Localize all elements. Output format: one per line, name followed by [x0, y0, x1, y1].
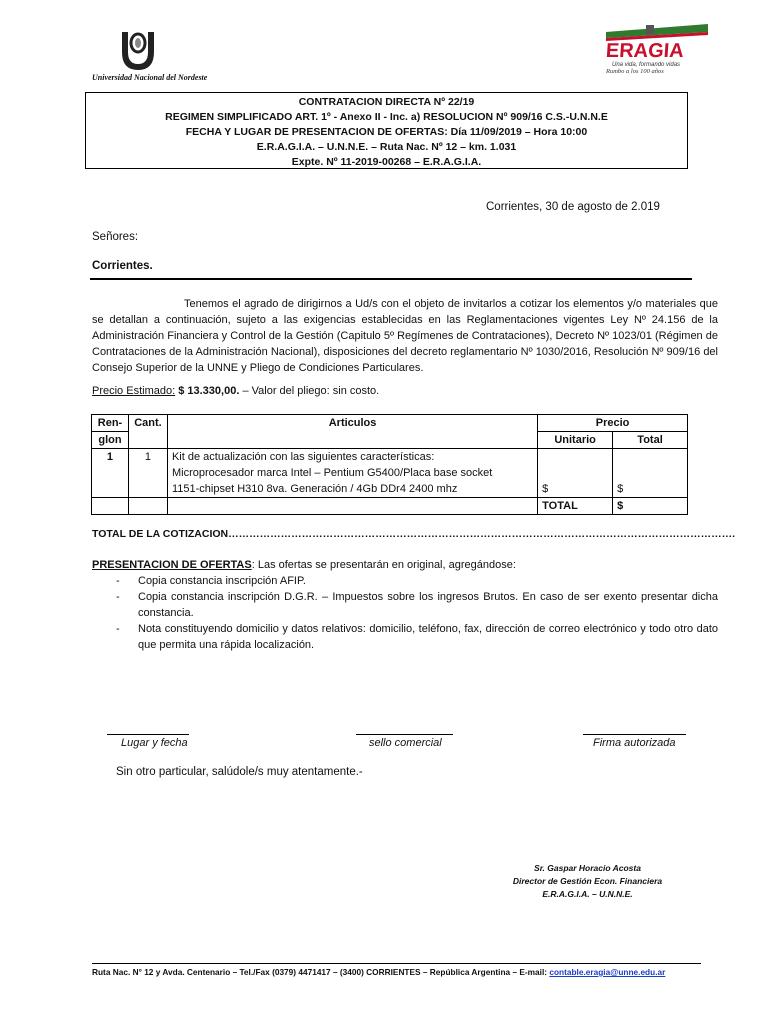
total-value: $ [613, 498, 688, 515]
total-empty-3 [167, 498, 537, 515]
recipient-city: Corrientes. [92, 260, 153, 272]
precio-amount: $ 13.330,00. [178, 385, 240, 397]
contratacion-title-box [85, 92, 688, 169]
footer-divider [92, 963, 701, 964]
row-description [167, 449, 537, 498]
eragia-tagline2: Rumbo a los 100 años [606, 68, 664, 74]
salutation: Señores: [92, 231, 139, 243]
label-lugar-fecha: Lugar y fecha [121, 737, 188, 749]
presentacion-intro: : Las ofertas se presentarán en original, agregándose: [251, 559, 516, 571]
university-name: Universidad Nacional del Nordeste [92, 73, 208, 82]
signature-line-firma [583, 734, 686, 735]
row-renglon: 1 [92, 449, 129, 498]
label-sello: sello comercial [369, 737, 442, 749]
total-label: TOTAL [538, 498, 613, 515]
row-total: $ [613, 449, 688, 498]
header-renglon: Ren- [92, 415, 129, 432]
table-total-row [92, 498, 688, 515]
footer [92, 967, 665, 977]
list-item: - Copia constancia inscripción AFIP. [116, 575, 306, 587]
title-line-2: REGIMEN SIMPLIFICADO ART. 1º - Anexo II - Inc. a) RESOLUCION Nº 909/16 C.S.-U.N.N.E [165, 111, 608, 123]
total-cotizacion: TOTAL DE LA COTIZACION………………………………………………………………………………………………………………………………. [92, 528, 736, 540]
unne-logo [118, 30, 158, 70]
footer-text: Ruta Nac. N° 12 y Avda. Centenario – Tel./Fax (0379) 4471417 – (3400) CORRIENTES – República Argentina – E-mail: [92, 967, 550, 977]
signer-name: Sr. Gaspar Horacio Acosta [534, 863, 641, 873]
header-total: Total [613, 432, 688, 449]
table-row [92, 449, 688, 498]
header-renglon-2: glon [92, 432, 129, 449]
closing-text: Sin otro particular, salúdole/s muy atentamente.- [116, 766, 363, 778]
eragia-tagline: Una vida, formando vidas [612, 62, 681, 68]
row-desc-line-2: Microprocesador marca Intel – Pentium G5400/Placa base socket [171, 467, 493, 479]
title-line-5: Expte. Nº 11-2019-00268 – E.R.A.G.I.A. [291, 156, 482, 168]
footer-email-link[interactable]: contable.eragia@unne.edu.ar [549, 967, 666, 977]
items-table [91, 414, 688, 515]
document-date: Corrientes, 30 de agosto de 2.019 [486, 201, 660, 213]
intro-paragraph [92, 296, 718, 376]
precio-label: Precio Estimado: [92, 385, 176, 397]
row-cant: 1 [128, 449, 167, 498]
title-line-1: CONTRATACION DIRECTA Nº 22/19 [298, 96, 475, 108]
signature-line-lugar [107, 734, 189, 735]
row-desc-line-3: 1151-chipset H310 8va. Generación / 4Gb DDr4 2400 mhz [171, 483, 458, 495]
title-line-3: FECHA Y LUGAR DE PRESENTACION DE OFERTAS: Día 11/09/2019 – Hora 10:00 [185, 126, 588, 138]
signer-position: Director de Gestión Econ. Financiera [512, 876, 663, 886]
precio-rest: – Valor del pliego: sin costo. [239, 385, 380, 397]
intro-text: Tenemos el agrado de dirigirnos a Ud/s con el objeto de invitarlos a cotizar los elementos y/o materiales que se detallan a continuación, sujeto a las exigencias establecidas en las Reglamentaciones vigentes Ley Nº 24.156 de la Administración Financiera y Control de la Gestión (Capitulo 5º Regímenes de Contrataciones), Decreto Nº 1023/01 (Régimen de Contrataciones de la Administración Nacional), disposiciones del decreto reglamentario Nº 1030/2016, Resolución Nº 909/16 del Consejo Superior de la UNNE y Pliego de Condiciones Particulares. [92, 298, 718, 374]
precio-estimado [92, 385, 379, 397]
eragia-logo [598, 22, 710, 74]
table-header-row [92, 415, 688, 432]
list-item: - Copia constancia inscripción D.G.R. – Impuestos sobre los ingresos Brutos. En caso de ser exento presentar dicha constancia. [116, 591, 718, 619]
row-desc-line-1: Kit de actualización con las siguientes características: [171, 451, 435, 463]
header-unitario: Unitario [538, 432, 613, 449]
signer-org: E.R.A.G.I.A. – U.N.N.E. [542, 889, 633, 899]
signature-line-sello [356, 734, 453, 735]
presentacion-section [92, 557, 718, 653]
presentacion-label: PRESENTACION DE OFERTAS [92, 559, 252, 571]
total-empty-2 [128, 498, 167, 515]
requirements-list [92, 573, 718, 653]
eragia-brand-text: ERAGIA [605, 40, 685, 62]
total-empty-1 [92, 498, 129, 515]
header-cant: Cant. [128, 415, 167, 449]
list-item: - Nota constituyendo domicilio y datos relativos: domicilio, teléfono, fax, dirección de correo electrónico y todo otro dato que permita una rápida localización. [116, 623, 718, 651]
label-firma: Firma autorizada [593, 737, 676, 749]
header-precio: Precio [538, 415, 688, 432]
header-articulos: Articulos [167, 415, 537, 449]
title-line-4: E.R.A.G.I.A. – U.N.N.E. – Ruta Nac. Nº 12 – km. 1.031 [256, 141, 517, 153]
divider [90, 278, 692, 280]
row-unitario: $ [538, 449, 613, 498]
signer-block [500, 862, 675, 901]
